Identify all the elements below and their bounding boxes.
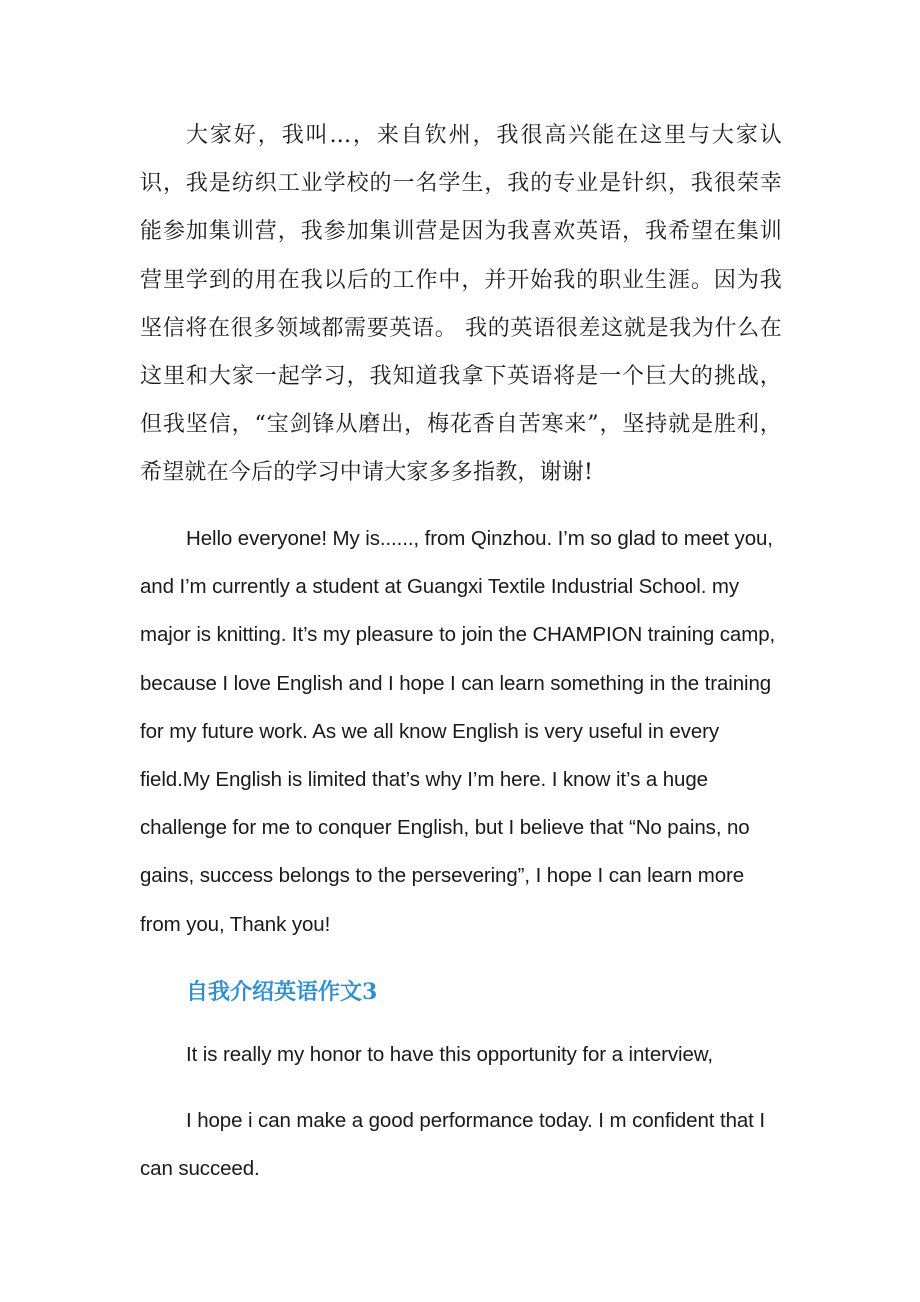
section-paragraph-1: It is really my honor to have this opportunity for a interview, [186,1043,713,1066]
section-heading: 自我介绍英语作文3 [186,979,378,1005]
section-paragraph-2: I hope i can make a good performance today. I m confident that I can succeed. [140,1109,765,1181]
english-self-introduction-paragraph: Hello everyone! My is......, from Qinzhou. I’m so glad to meet you, and I’m currently a student at Guangxi Textile Industrial School. my major is knitting. It’s my pleasure to join the CHAMPION training camp, because I love English and I hope I can learn something in the training for my future work. As we all know English is very useful in every field.My English is limited that’s why I’m here. I know it’s a huge challenge for me to conquer English, but I believe that “No pains, no gains, success belongs to the persevering”, I hope I can learn more from you, Thank you! [140,527,776,936]
chinese-self-introduction-paragraph: 大家好，我叫...，来自钦州，我很高兴能在这里与大家认识，我是纺织工业学校的一名学生，我的专业是针织，我很荣幸能参加集训营，我参加集训营是因为我喜欢英语，我希望在集训营里学到的用在我以后的工作中，并开始我的职业生涯。因为我坚信将在很多领域都需要英语。 我的英语很差这就是我为什么在这里和大家一起学习，我知道我拿下英语将是一个巨大的挑战，但我坚信，“宝剑锋从磨出，梅花香自苦寒来”，坚持就是胜利，希望就在今后的学习中请大家多多指教，谢谢! [140,123,782,486]
